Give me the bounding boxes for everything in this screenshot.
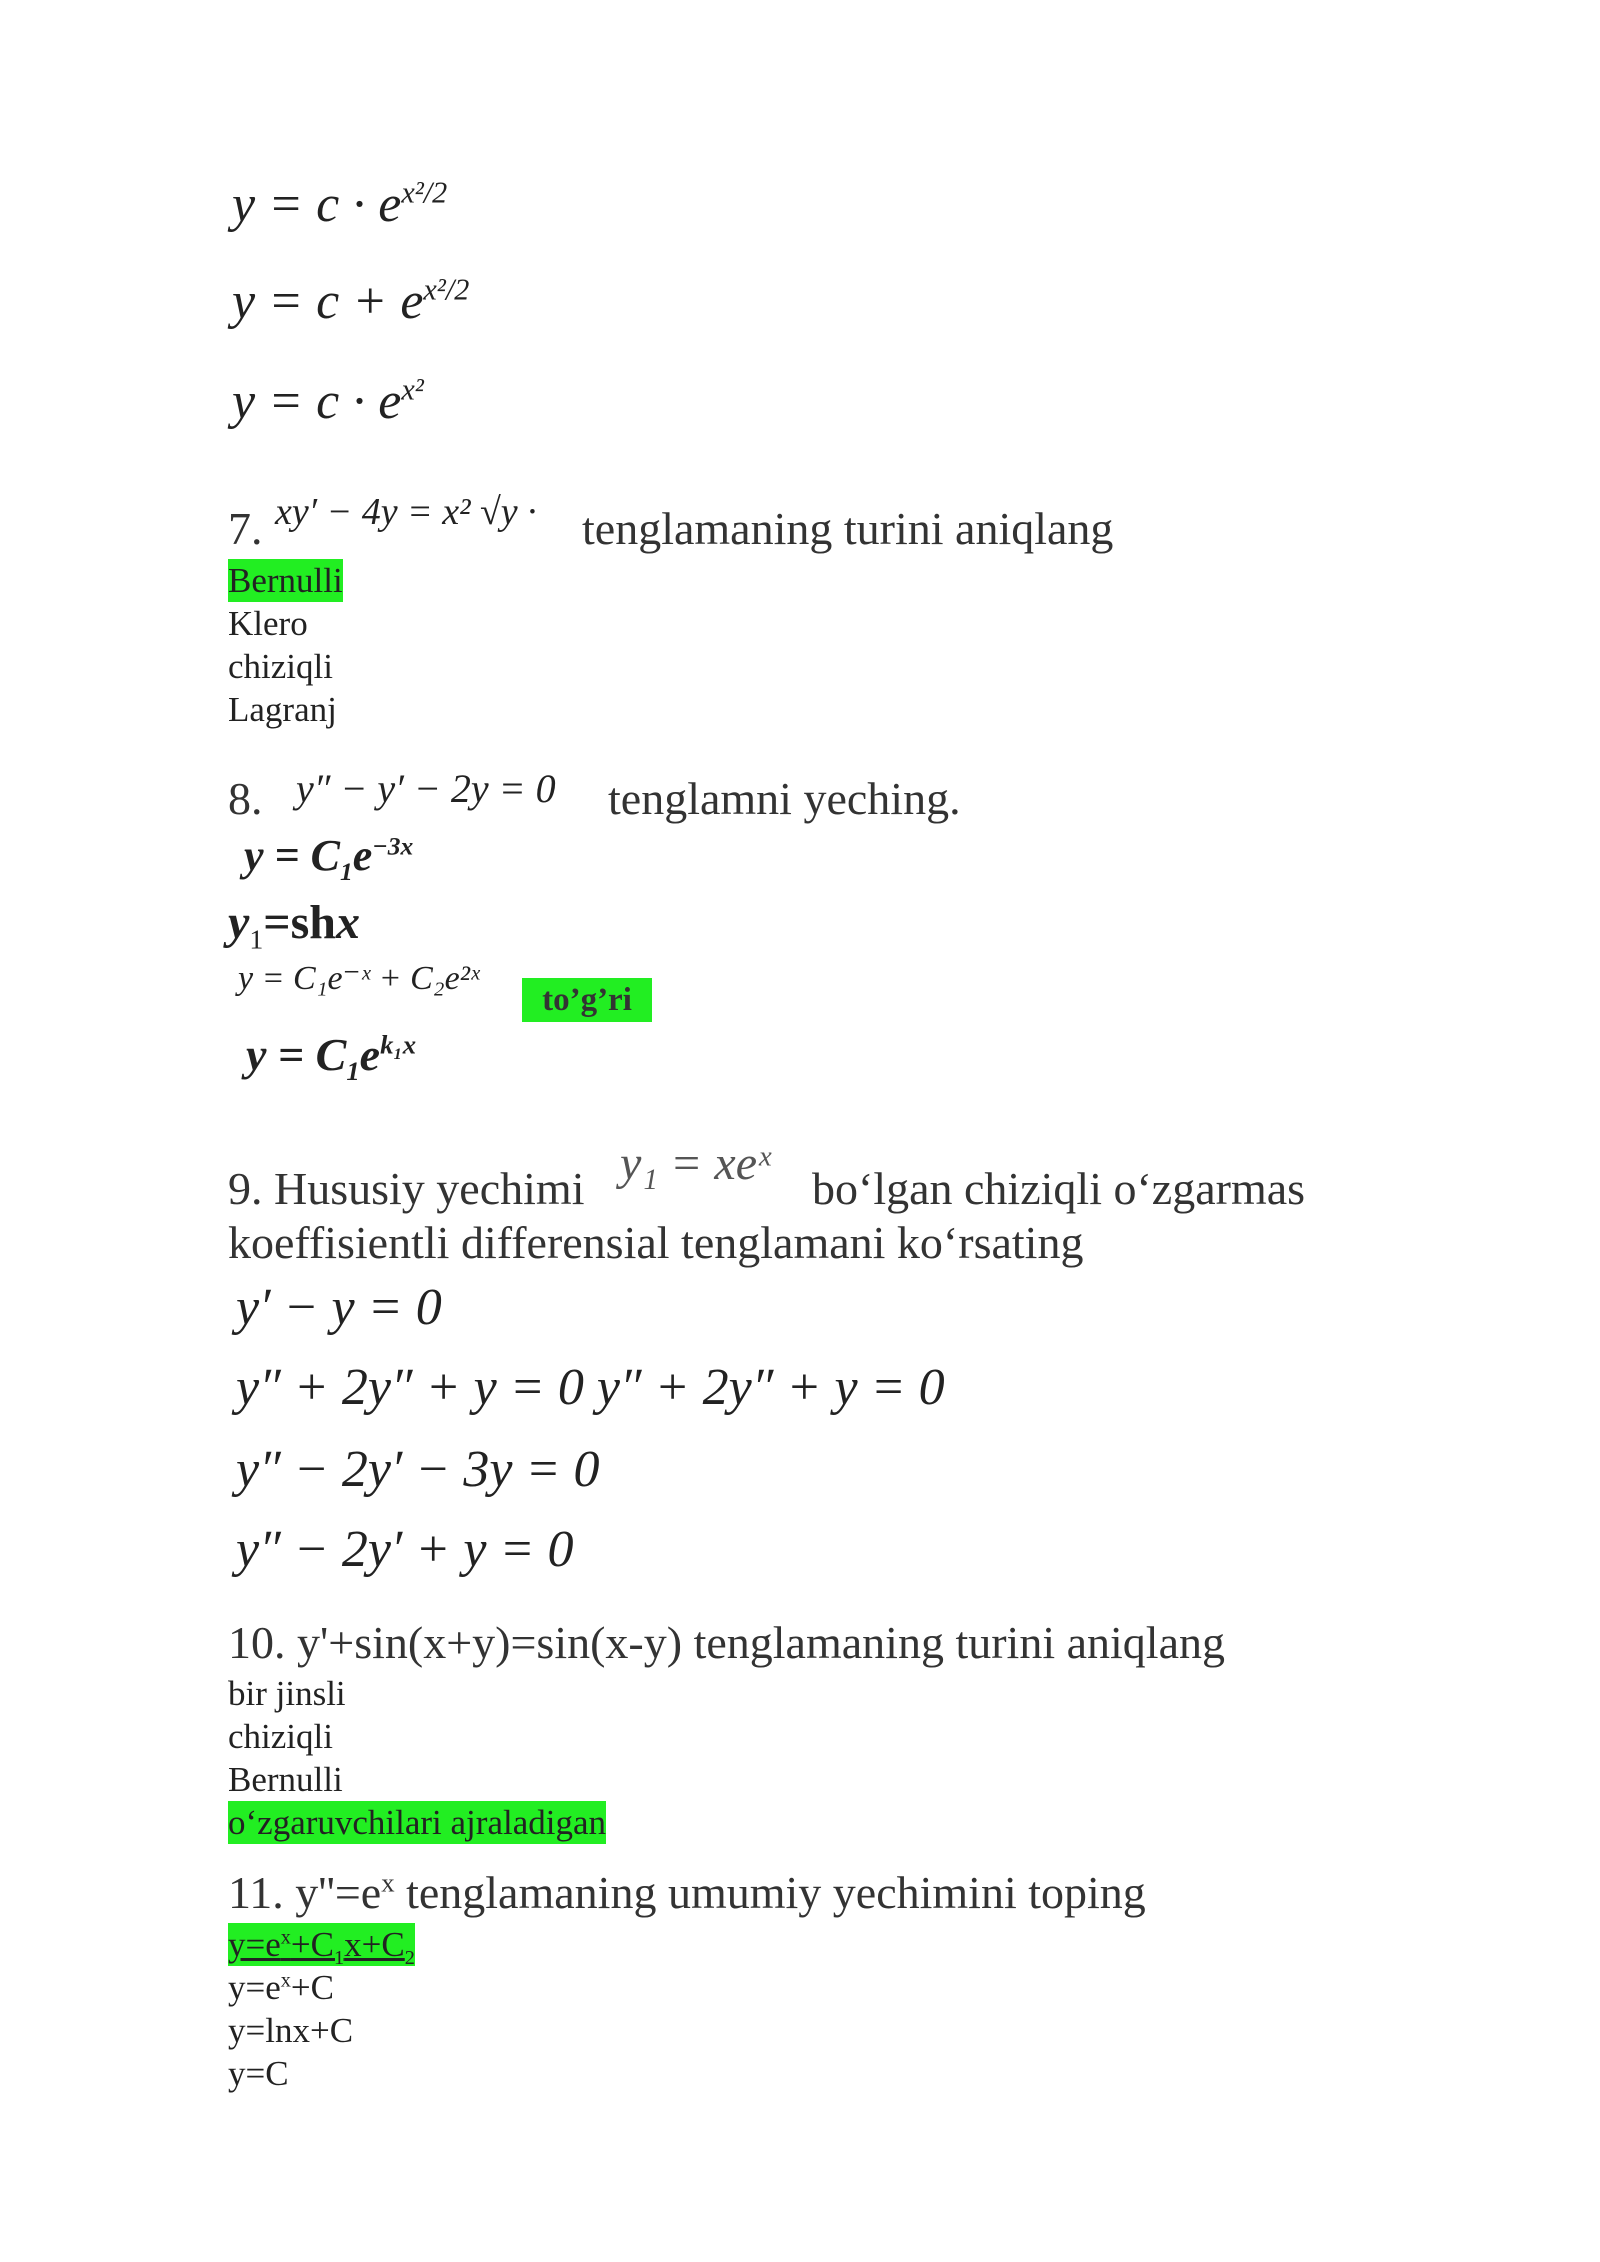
q9-option-1[interactable]: y′ − y = 0 (236, 1279, 442, 1336)
q7-question-text: tenglamaning turini aniqlang (582, 503, 1114, 554)
q7-option-3[interactable]: chiziqli (228, 647, 333, 686)
q9-option-4[interactable]: y″ − 2y′ + y = 0 (236, 1521, 574, 1578)
q8-option-4[interactable]: $y = C_1e^{k_1x}$ (246, 1029, 417, 1087)
q8-correct-badge: to’g’ri (522, 978, 652, 1022)
formula-option-1: $y = c \cdot e^{x^2/2}$ (232, 175, 448, 233)
q11-option-3[interactable]: y=lnx+C (228, 2011, 354, 2050)
q8-option-1[interactable]: $y = C_1e^{-3x}$ (244, 831, 414, 886)
q9-question-suffix: bo‘lgan chiziqli o‘zgarmas (812, 1163, 1306, 1214)
q10-option-3[interactable]: Bernulli (228, 1760, 343, 1799)
q10-option-1[interactable]: bir jinsli (228, 1674, 346, 1713)
q8-number: 8. (228, 773, 263, 824)
q11-question-text: 11. $y''=e^x$ tenglamaning umumiy yechimini toping (228, 1867, 1146, 1918)
formula-option-2: $y = c + e^{x^2/2}$ (232, 272, 470, 330)
q8-option-3[interactable]: y = C₁e⁻ˣ + C₂e²ˣ (238, 960, 480, 997)
q10-option-4-correct[interactable]: o‘zgaruvchilari ajraladigan (228, 1803, 606, 1842)
q11-option-4[interactable]: y=C (228, 2054, 289, 2093)
formula-option-3: $y = c \cdot e^{x^2}$ (232, 372, 424, 430)
q9-option-3[interactable]: y″ − 2y′ − 3y = 0 (236, 1441, 600, 1498)
q8-formula: y″ − y′ − 2y = 0 (296, 766, 556, 811)
q7-option-4[interactable]: Lagranj (228, 690, 337, 729)
q9-question-line-2: koeffisientli differensial tenglamani ko‘rsating (228, 1217, 1084, 1268)
q9-option-2[interactable]: y″ + 2y″ + y = 0 y″ + 2y″ + y = 0 (236, 1359, 945, 1416)
q11-option-1-correct[interactable]: $y=e^x+C_1x+C_2$ (228, 1925, 415, 1969)
q7-option-1-correct[interactable]: Bernulli (228, 561, 343, 600)
q9-formula: y₁ = xeˣ (620, 1137, 771, 1190)
q8-option-2[interactable]: $y_1=shx$ (228, 896, 360, 956)
q8-question-text: tenglamni yeching. (608, 773, 961, 824)
q7-number: 7. (228, 503, 263, 554)
q10-question-text: 10. y'+sin(x+y)=sin(x-y) tenglamaning turini aniqlang (228, 1617, 1225, 1668)
q11-option-2[interactable]: $y=e^x+C$ (228, 1968, 335, 2007)
q9-question-prefix: 9. Hususiy yechimi (228, 1163, 585, 1214)
q10-option-2[interactable]: chiziqli (228, 1717, 333, 1756)
q7-formula: xy′ − 4y = x² √y · (275, 491, 537, 533)
q7-option-2[interactable]: Klero (228, 604, 308, 643)
